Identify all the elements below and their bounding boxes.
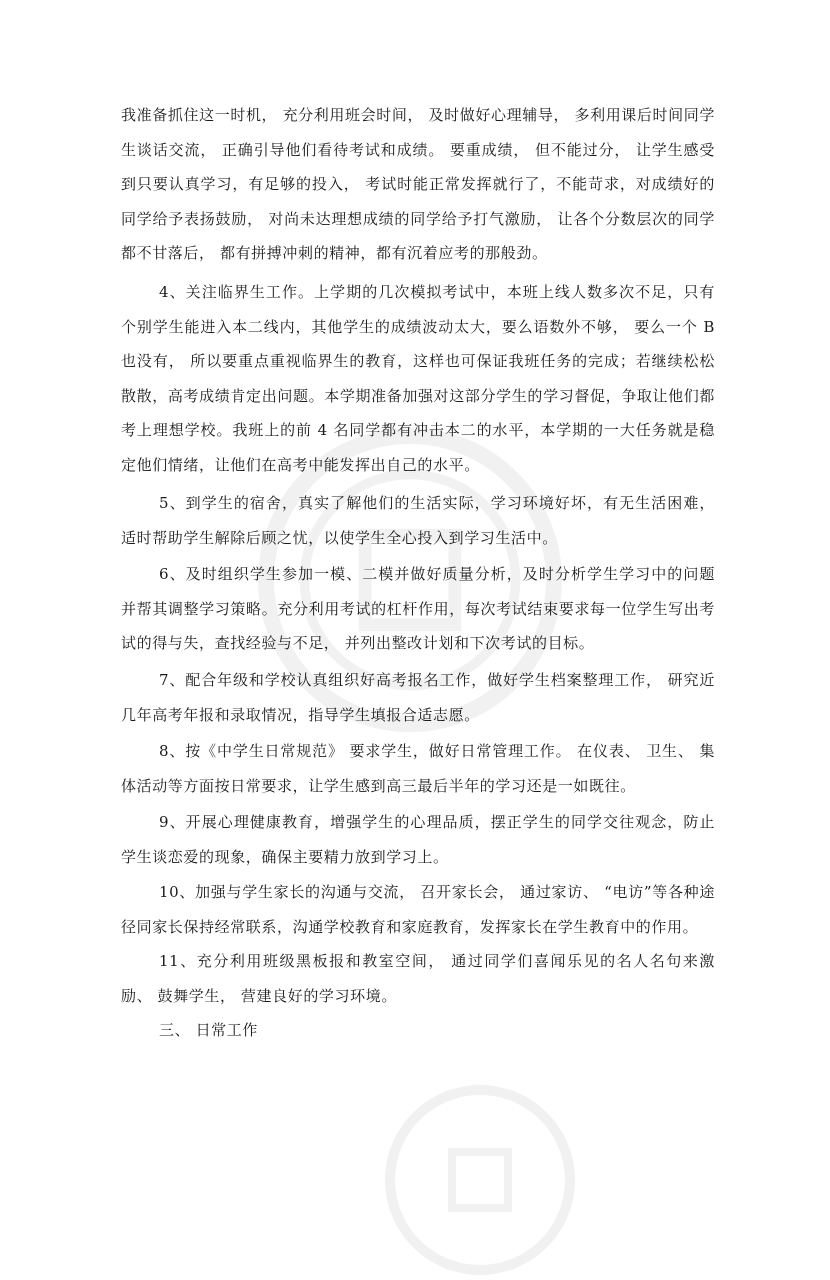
paragraph-item-5: 5、到学生的宿舍，真实了解他们的生活实际，学习环境好坏，有无生活困难，适时帮助学生解除后顾之忧，以使学生全心投入到学习生活中。 (121, 494, 715, 547)
paragraph-item-11: 11、充分利用班级黑板报和教室空间， 通过同学们喜闻乐见的名人名句来激励、 鼓舞学生， 营建良好的学习环境。 (121, 952, 715, 1005)
paragraph-psychological-guidance: 我准备抓住这一时机， 充分利用班会时间， 及时做好心理辅导， 多利用课后时间同学生谈话交流， 正确引导他们看待考试和成绩。 要重成绩， 但不能过分， 让学生感受到只要认真学习，有足够的投入， 考试时能正常发挥就行了，不能苛求，对成绩好的同学给予表扬鼓励， 对尚未达理想成绩的同学给予打气激励， 让各个分数层次的同学都不甘落后， 都有拼搏冲刺的精神，都有沉着应考的那般劲。 (121, 106, 715, 262)
paragraph-item-8: 8、按《中学生日常规范》 要求学生，做好日常管理工作。 在仪表、 卫生、 集体活动等方面按日常要求，让学生感到高三最后半年的学习还是一如既往。 (121, 742, 715, 795)
section-heading-daily-work: 三、 日常工作 (159, 1021, 258, 1039)
paragraph-item-10: 10、加强与学生家长的沟通与交流， 召开家长会， 通过家访、 “电访”等各种途径同家长保持经常联系，沟通学校教育和家庭教育，发挥家长在学生教育中的作用。 (121, 883, 715, 936)
paragraph-item-4: 4、关注临界生工作。上学期的几次模拟考试中，本班上线人数多次不足，只有个别学生能进入本二线内，其他学生的成绩波动太大，要么语数外不够， 要么一个 B 也没有， 所以要重点重视临界生的教育，这样也可保证我班任务的完成；若继续松松散散，高考成绩肯定出问题。本学期准备加强对这部分学生的学习督促，争取让他们都考上理想学校。我班上的前 4 名同学都有冲击本二的水平，本学期的一大任务就是稳定他们情绪，让他们在高考中能发挥出自己的水平。 (121, 283, 715, 474)
paragraph-item-7: 7、配合年级和学校认真组织好高考报名工作，做好学生档案整理工作， 研究近几年高考年报和录取情况，指导学生填报合适志愿。 (121, 671, 715, 724)
paragraph-item-6: 6、及时组织学生参加一模、二模并做好质量分析，及时分析学生学习中的问题并帮其调整学习策略。充分利用考试的杠杆作用，每次考试结束要求每一位学生写出考试的得与失，查找经验与不足， 并列出整改计划和下次考试的目标。 (121, 565, 715, 652)
watermark-seal-icon-2 (380, 1080, 580, 1280)
paragraph-item-9: 9、开展心理健康教育，增强学生的心理品质，摆正学生的同学交往观念，防止学生谈恋爱的现象，确保主要精力放到学习上。 (121, 813, 715, 866)
